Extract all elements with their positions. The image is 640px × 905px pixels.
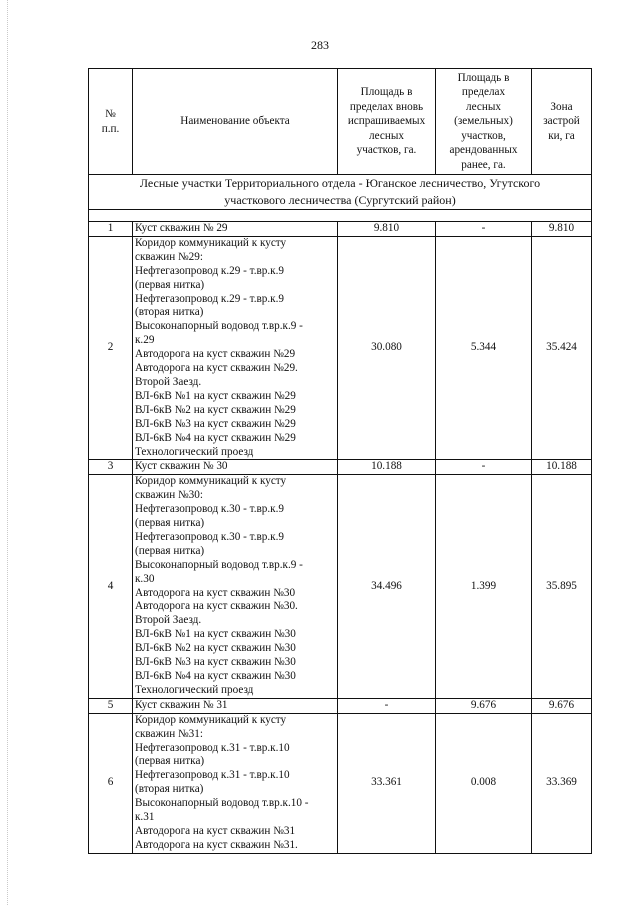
object-name-line: Второй Заезд. [135,614,202,627]
object-name-line: Коридор коммуникаций к кусту [135,713,287,726]
row-number: 4 [89,475,133,699]
object-name [133,236,338,460]
header-line: ранее, га. [461,158,506,171]
object-name-line: (первая нитка) [135,517,205,530]
object-name-line: Нефтегазопровод к.30 - т.вр.к.9 [135,503,285,516]
object-name-line: Высоконапорный водовод т.вр.к.9 - [135,558,303,571]
area-leased-value: 5.344 [436,236,532,460]
object-name-line: (первая нитка) [135,544,205,557]
object-name [133,698,338,713]
header-line: пределах вновь [349,100,424,113]
section-spacer-row [89,210,592,222]
header-line: ки, га [548,129,575,142]
zone-value: 33.369 [532,713,592,853]
object-name [133,475,338,699]
header-line: (земельных) [454,115,513,128]
object-name-line: Нефтегазопровод к.30 - т.вр.к.9 [135,530,285,543]
header-line: № [105,108,116,120]
object-name [133,222,338,237]
table-row [89,460,592,475]
object-name-line: (вторая нитка) [135,783,204,796]
area-new-value: 33.361 [338,713,436,853]
table-row [89,222,592,237]
object-name-line: ВЛ-6кВ №2 на куст скважин №29 [135,403,296,416]
object-name-line: Нефтегазопровод к.31 - т.вр.к.10 [135,741,290,754]
objects-table [88,68,592,854]
header-zone [532,69,592,175]
section-title: Лесные участки Территориального отдела - Юганское лесничество, Угутского участкового лесничества (Сургутский район) [89,175,592,210]
object-name-line: ВЛ-6кВ №1 на куст скважин №30 [135,628,296,641]
object-name-line: ВЛ-6кВ №1 на куст скважин №29 [135,389,296,402]
area-leased-value: - [436,460,532,475]
object-name-line: ВЛ-6кВ №2 на куст скважин №30 [135,642,296,655]
area-new-value: 9.810 [338,222,436,237]
zone-value: 35.424 [532,236,592,460]
page-number: 283 [311,38,329,52]
row-number: 1 [89,222,133,237]
table-row [89,475,592,699]
header-line: лесных [466,100,501,113]
object-name-line: к.29 [135,334,155,347]
header-line: застрой [543,115,580,128]
object-name-line: ВЛ-6кВ №3 на куст скважин №30 [135,656,296,669]
object-name-line: Куст скважин № 29 [135,222,228,234]
object-name-line: Коридор коммуникаций к кусту [135,236,287,249]
header-num [89,69,133,175]
object-name-line: (первая нитка) [135,278,205,291]
object-name-line: скважин №30: [135,489,203,502]
table-row [89,713,592,853]
object-name-line: к.30 [135,572,155,585]
object-name-line: Куст скважин № 31 [135,698,228,711]
header-line: арендованных [449,144,518,157]
object-name-line: Автодорога на куст скважин №31 [135,824,296,837]
object-name-line: Автодорога на куст скважин №31. [135,838,298,851]
header-line: п.п. [101,122,120,135]
object-name-line: (первая нитка) [135,755,205,768]
object-name-line: Технологический проезд [135,445,254,458]
header-line: участков, га. [356,144,417,157]
header-area-new [338,69,436,175]
header-line: Площадь в [360,86,413,99]
area-new-value: 34.496 [338,475,436,699]
zone-value: 35.895 [532,475,592,699]
object-name-line: Технологический проезд [135,683,254,696]
object-name-line: ВЛ-6кВ №3 на куст скважин №29 [135,417,296,430]
object-name-line: Нефтегазопровод к.29 - т.вр.к.9 [135,264,285,277]
object-name-line: Автодорога на куст скважин №29. [135,362,298,375]
area-leased-value: 0.008 [436,713,532,853]
header-name: Наименование объекта [133,69,338,175]
page-left-edge [7,0,8,905]
object-name-line: ВЛ-6кВ №4 на куст скважин №30 [135,670,296,682]
zone-value: 9.810 [532,222,592,237]
object-name-line: (вторая нитка) [135,306,204,319]
object-name-line: Высоконапорный водовод т.вр.к.10 - [135,797,309,810]
object-name-line: к.31 [135,811,155,824]
object-name-line: Нефтегазопровод к.31 - т.вр.к.10 [135,769,290,782]
object-name [133,713,338,853]
object-name-line: скважин №29: [135,250,203,263]
object-name-line: Автодорога на куст скважин №30 [135,586,296,599]
header-area-leased [436,69,532,175]
header-line: Площадь в [457,71,510,84]
area-new-value: - [338,698,436,713]
row-number: 5 [89,698,133,713]
header-line: лесных [369,129,404,142]
object-name-line: Коридор коммуникаций к кусту [135,475,287,488]
object-name-line: Автодорога на куст скважин №30. [135,600,298,613]
object-name-line: Куст скважин № 30 [135,460,228,473]
area-new-value: 30.080 [338,236,436,460]
header-line: пределах [461,86,506,99]
table-header-row [89,69,592,175]
header-line: Зона [550,100,573,113]
table-row [89,698,592,713]
object-name-line: ВЛ-6кВ №4 на куст скважин №29 [135,431,296,444]
header-line: участков, [461,129,506,142]
area-leased-value: 1.399 [436,475,532,699]
object-name-line: Второй Заезд. [135,375,202,388]
area-leased-value: - [436,222,532,237]
object-name-line: Нефтегазопровод к.29 - т.вр.к.9 [135,292,285,305]
header-line: испрашиваемых [347,115,426,128]
area-new-value: 10.188 [338,460,436,475]
section-title-row [89,175,592,210]
table-row [89,236,592,460]
object-name-line: Автодорога на куст скважин №29 [135,348,296,361]
object-name-line: Высоконапорный водовод т.вр.к.9 - [135,320,303,333]
zone-value: 9.676 [532,698,592,713]
area-leased-value: 9.676 [436,698,532,713]
row-number: 6 [89,713,133,853]
object-name [133,460,338,475]
row-number: 3 [89,460,133,475]
object-name-line: скважин №31: [135,727,203,740]
zone-value: 10.188 [532,460,592,475]
row-number: 2 [89,236,133,460]
